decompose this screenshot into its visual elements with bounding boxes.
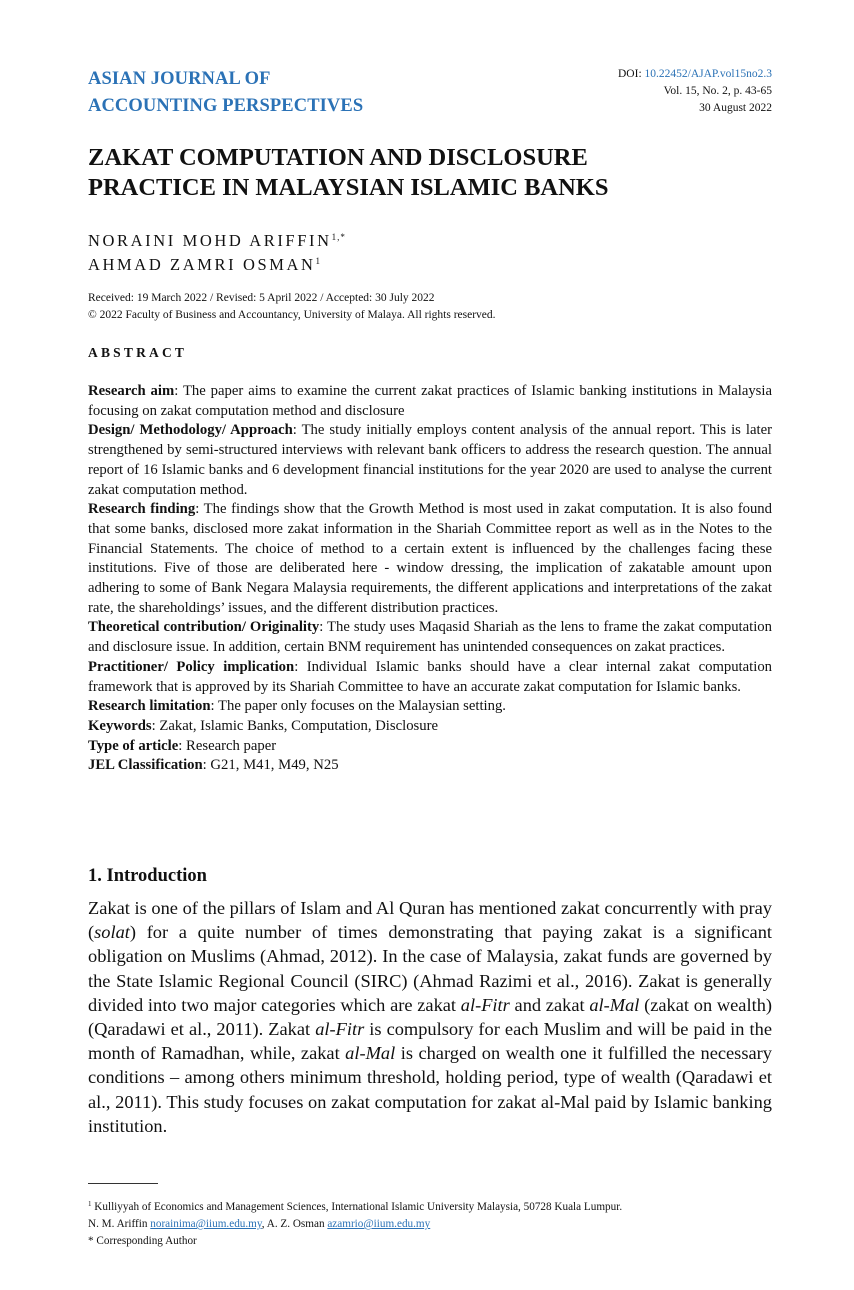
article-title [88, 143, 778, 203]
abstract-item-text: : Zakat, Islamic Banks, Computation, Disclosure [151, 717, 439, 734]
email-link[interactable]: norainima@iium.edu.my [150, 1218, 262, 1230]
intro-text: (zakat on wealth) (Qaradawi et al., 2011). Zakat [88, 994, 773, 1040]
abstract-item [88, 756, 772, 776]
email-label: , A. Z. Osman [261, 1218, 328, 1230]
publication-date: 30 August 2022 [699, 102, 772, 114]
email-label: N. M. Ariffin [88, 1218, 151, 1230]
doi-link[interactable]: 10.22452/AJAP.vol15no2.3 [644, 68, 772, 80]
abstract-item [88, 618, 772, 657]
footnote-emails [88, 1216, 778, 1233]
journal-name-line1: ASIAN JOURNAL OF [88, 69, 271, 89]
abstract-item [88, 658, 772, 697]
abstract-item-text: : The study uses Maqasid Shariah as the lens to frame the zakat computation and disclosure issue. In addition, certain BNM requirement has unintended consequences on zakat practices. [88, 619, 772, 656]
intro-text: is charged on wealth one it fulfilled the necessary conditions – among others minimum threshold, holding period, type of wealth (Qaradawi et al., 2011). This study focuses on zakat computation for zakat al-Mal paid by Islamic banking institution. [88, 1043, 772, 1136]
abstract-item [88, 697, 772, 717]
abstract-item-label: Type of article [88, 737, 179, 754]
abstract-item-label: Design/ Methodology/ Approach [88, 422, 293, 439]
email-link[interactable]: azamrio@iium.edu.my [327, 1218, 431, 1230]
intro-text: is compulsory for each Muslim and will be paid in the month of Ramadhan, while, zakat [88, 1019, 772, 1064]
abstract-item-label: Research limitation [88, 698, 211, 715]
author-2 [88, 251, 346, 275]
abstract-item-label: Research aim [88, 383, 175, 399]
intro-text: ) for a quite number of times demonstrating that paying zakat is a significant obligation on Muslims (Ahmad, 2012). In the case of Malaysia, zakat funds are governed by the State Islamic Regional Council (SIRC) (Ahmad Razimi et al., 2016). Zakat is generally divided into two major categories which are zakat [88, 922, 772, 1015]
footnote-affiliation [88, 1196, 778, 1216]
abstract-item [88, 421, 772, 500]
journal-name [88, 66, 363, 120]
abstract-item-text: : G21, M41, M49, N25 [202, 757, 339, 774]
submission-dates: Received: 19 March 2022 / Revised: 5 April 2022 / Accepted: 30 July 2022 [88, 292, 435, 304]
article-meta [618, 66, 772, 117]
abstract-item-text: : The findings show that the Growth Method is most used in zakat computation. It is also found that some banks, disclosed more zakat information in the Shariah Committee report as well as in the Notes to the Financial Statements. The choice of method to a certain extent is influenced by the challenges facing these institutions. Five of those are deliberated here - window dressing, the implication of zakatable amount upon adhering to some of Bank Negara Malaysia requirements, the different applications and interpretations of the zakat rate, the shareholdings’ issues, and the different distribution practices. [88, 501, 772, 616]
intro-italic-term: al-Fitr [315, 1019, 365, 1040]
abstract-heading: ABSTRACT [88, 345, 188, 360]
footnotes [88, 1196, 778, 1250]
abstract-body [88, 382, 772, 776]
abstract-item-text: : Research paper [178, 737, 277, 754]
author-list [88, 227, 346, 275]
article-title-line1: ZAKAT COMPUTATION AND DISCLOSURE [88, 144, 588, 171]
copyright-notice: © 2022 Faculty of Business and Accountancy, University of Malaya. All rights reserved. [88, 309, 496, 321]
journal-name-line2: ACCOUNTING PERSPECTIVES [88, 96, 364, 116]
intro-italic-term: solat [94, 922, 130, 943]
abstract-item-label: Practitioner/ Policy implication [88, 658, 295, 675]
intro-text: and zakat [509, 994, 590, 1015]
abstract-item-text: : The paper aims to examine the current zakat practices of Islamic banking institutions in Malaysia focusing on zakat computation method and disclosure [88, 383, 773, 419]
volume-info: Vol. 15, No. 2, p. 43-65 [663, 85, 772, 97]
author-affiliation-mark: 1,* [331, 232, 346, 242]
abstract-item [88, 500, 772, 618]
author-affiliation-mark: 1 [315, 256, 322, 266]
abstract-item-label: Theoretical contribution/ Originality [88, 619, 320, 636]
introduction-paragraph [88, 896, 772, 1138]
abstract-item [88, 737, 772, 757]
intro-italic-term: al-Mal [345, 1043, 396, 1064]
intro-text: Zakat is one of the pillars of Islam and Al Quran has mentioned zakat concurrently with pray ( [88, 898, 772, 943]
intro-italic-term: al-Fitr [460, 994, 510, 1015]
introduction-body [88, 896, 772, 1138]
intro-italic-term: al-Mal [589, 994, 640, 1015]
affiliation-text: Kulliyyah of Economics and Management Sciences, International Islamic University Malaysia, 50728 Kuala Lumpur. [91, 1201, 623, 1213]
author-name: AHMAD ZAMRI OSMAN [88, 255, 316, 274]
doi-label: DOI: [618, 68, 645, 80]
abstract-item-label: Keywords [88, 717, 152, 734]
abstract-item-text: : The study initially employs content analysis of the annual report. This is later strengthened by semi-structured interviews with relevant bank officers to address the research question. The annual report of 16 Islamic banks and 6 development financial institutions for the year 2020 are used to analyse the current zakat computation method. [88, 422, 772, 498]
abstract-item-text: : The paper only focuses on the Malaysian setting. [210, 698, 506, 715]
article-title-line2: PRACTICE IN MALAYSIAN ISLAMIC BANKS [88, 174, 609, 201]
author-1 [88, 227, 346, 251]
author-name: NORAINI MOHD ARIFFIN [88, 231, 332, 250]
corresponding-author-note: * Corresponding Author [88, 1235, 197, 1247]
footnote-mark: 1 [88, 1200, 92, 1208]
submission-info [88, 290, 788, 324]
abstract-item [88, 382, 772, 421]
section-heading-introduction: 1. Introduction [88, 866, 207, 886]
footnote-divider [88, 1183, 158, 1184]
abstract-item-label: JEL Classification [88, 757, 203, 774]
doi-line [618, 66, 772, 83]
abstract-item-text: : Individual Islamic banks should have a clear internal zakat computation framework that is approved by its Shariah Committee to have an accurate zakat computation for Islamic banks. [88, 658, 773, 695]
abstract-item [88, 717, 772, 737]
abstract-item-label: Research finding [88, 501, 196, 518]
